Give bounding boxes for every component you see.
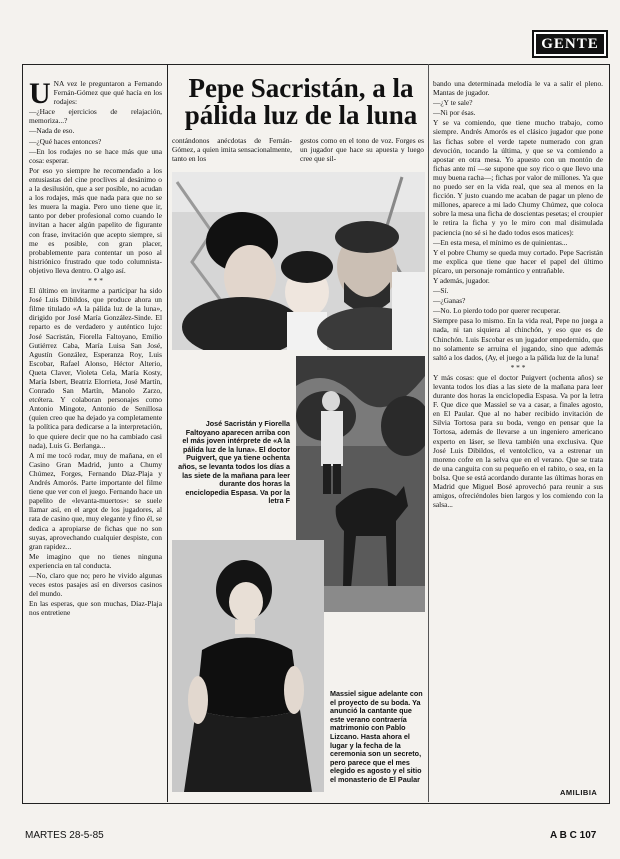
photo-family-image	[172, 172, 425, 350]
column-3	[433, 79, 603, 797]
photo-massiel	[172, 540, 324, 792]
paragraph: El último en invitarme a participar ha sido José Luis Dibildos, que produce ahora un filme titulado «A la pálida luz de la luna», dirigido por José María González-Sinde. El reparto es de verdadero y auténtico lujo: José Sacristán, Fiorella Faltoyano, Emilio Gutiérrez Caba, María Luisa San José, Agustín González, Esperanza Roy, Luis Escobar, Rafael Alonso, Héctor Alterio, Queta Claver, Violeta Cela, María Kosty, María Isbert, Beatriz Elorrieta, José Martín, Conrado San Martín, Manolo Zarzo, etcétera. Y colaboran personajes como Antonio Mingote, Antonio de Senillosa (quien creo que ha dejado ya completamente la política para dedicarse a la interpretación, lo que quiere decir que no ha cambiado casi nada), Luis G. Berlanga...	[29, 286, 162, 450]
paragraph: —En los rodajes no se hace más que una cosa: esperar.	[29, 146, 162, 165]
paragraph: gestos como en el tono de voz. Forges es un jugador que hace su apuesta y luego cree que sil-	[300, 136, 424, 164]
section-badge: GENTE	[532, 30, 608, 58]
headline: Pepe Sacristán, a la pálida luz de la luna	[184, 73, 418, 130]
footer-page-number: 107	[579, 830, 597, 841]
paragraph: Y además, jugador.	[433, 275, 490, 285]
column-rule	[428, 64, 429, 802]
separator: * * *	[88, 275, 103, 285]
paragraph: contándonos anécdotas de Fernán-Gómez, a quien imita sensacionalmente, tanto en los	[172, 136, 292, 164]
separator: * * *	[510, 362, 526, 372]
paragraph: Por eso yo siempre he recomendado a los entusiastas del cine proclives al desánimo o a la desilusión, que a ser posible, no acudan a los rodajes, más que nada para que no se les muera la magia. Pero uno tiene que ir, tanto por deber profesional como cuando le invitan a hacer algún papelito de figurante con frase, invitación que acepto siempre, si me es posible, con gran placer, probablemente para contentar un poso al histriónico frustrado que todo columnista-objetivo lleva dentro. O algo así.	[29, 165, 162, 275]
column-1	[29, 79, 162, 797]
paragraph: —No, claro que no; pero he vivido algunas veces estos pasajes así en diversos casinos del mundo.	[29, 570, 162, 599]
paragraph: Y el pobre Chumy se queda muy cortado. Pepe Sacristán me explica que tiene que hacer el papel del último pícaro, un personaje romántico y entrañable.	[433, 247, 603, 275]
caption-photo-2: José Sacristán y Fiorella Faltoyano aparecen arriba con el más joven intérprete de «A la pálida luz de la luna». El doctor Puigvert, que ya tiene ochenta años, se levanta todos los días a las siete de la mañana para leer durante dos horas la enciclopedia Espasa. Va por la letra F	[178, 419, 290, 506]
paragraph: Y se va comiendo, que tiene mucho trabajo, como siempre. Andrés Amorós es el clásico jugador que pone las fichas sobre el verde tapete numerado con gran devoción, tocando la última, y que se va comiendo a apostar en otra mesa. Yo apuesto con un montón de fichas ante mí —se supone que soy rico o que llevo una muy buena racha—; fichas por valor de millones. Ya que no puedo ser en la vida real, que sea al menos en la ficción. Y justo cuando me acaban de pagar un pleno de millones, aparece a mi lado Chumy Chúmez, que coloca sobre la mesa una ficha de doscientas pesetas; el croupier le retira la ficha y yo le miro con mal disimulada paciencia (no sé si he dado todos esos matices):	[433, 118, 603, 237]
drop-cap: U	[29, 79, 51, 110]
paragraph: —En esta mesa, el mínimo es de quinientas...	[433, 237, 568, 247]
photo-massiel-image	[172, 540, 324, 792]
paragraph: —¿Qué haces entonces?	[29, 136, 102, 146]
paragraph: —No. Lo pierdo todo por querer recuperar.	[433, 306, 561, 316]
paragraph: Me imagino que no tienes ninguna experiencia en tal conducta.	[29, 551, 162, 570]
photo-sacristan-family	[172, 172, 425, 350]
paragraph: —Ni por ésas.	[433, 108, 476, 118]
footer-date: MARTES 28-5-85	[25, 830, 104, 841]
paragraph: En las esperas, que son muchas, Díaz-Plaja nos entretiene	[29, 599, 162, 618]
paragraph: —¿Y te sale?	[433, 98, 473, 108]
caption-photo-3: Massiel sigue adelante con el proyecto de su boda. Ya anunció la cantante que este verano contraería matrimonio con Pablo Lizcano. Hasta ahora el lugar y la fecha de la ceremonia son un secreto, pero parece que el mes elegido es agosto y el sitio el monasterio de El Paular	[330, 689, 423, 784]
footer-brand: A B C	[550, 830, 577, 841]
author-signature: AMILIBIA	[560, 788, 598, 797]
paragraph: UNA vez le preguntaron a Fernando Fernán-Gómez que qué hacía en los rodajes:	[29, 79, 162, 110]
paragraph: Siempre pasa lo mismo. En la vida real, Pepe no juega a nada, ni tan siquiera al chinchón, y eso que es de Chinchón. Luis Escobar es un jugador empedernido, que no solamente se arruina el jugando, sino que además saltó a los dados, (Ay, el juego a la pálida luz de la luna!	[433, 316, 603, 362]
paragraph: Y más cosas: que el doctor Puigvert (ochenta años) se levanta todos los días a las siete de la mañana para leer durante dos horas la enciclopedia Espasa. Va por la letra F. Que dice que Massiel se va a casar, a finales agosto, en El Paular. Que al no haber recibido invitación de Silvia Tortosa para su boda, vengo en pensar que la Tortosa, además de llevarse a un ingeniero americano experto en láser, se lleva también una exclusiva. Que José Luis Dibildos, el ventolclico, va a estrenar un moreno cofre en la selva que en el verano. Que se trata de una canguita con su pequeño en el rabito, o sea, en la bolsa. Que se está acordando durante las últimas horas en Madrid que Miguel Bosé aprovechó para reunir a sus amigos, ofreciéndoles bien largos y los comiendo con la salsa...	[433, 372, 603, 510]
column-2-text	[172, 136, 292, 172]
footer-brand-page	[550, 830, 596, 841]
column-2b-text	[300, 136, 424, 172]
paragraph: —¿Ganas?	[433, 296, 466, 306]
paragraph: —¿Hace ejercicios de relajación, memoriza...?	[29, 107, 162, 126]
paragraph: A mí me tocó rodar, muy de mañana, en el Casino Gran Madrid, junto a Chumy Chúmez, Forges, Fernando Díaz-Plaja y Andrés Amorós. Parte importante del filme tiene que ver con el juego. Fernando hace un papelito de «levanta-muertos»: se suele llamar así, en el argot de los jugadores, al rata de casino que, muy elegante y fino él, se dedica a apropiarse de fichas que no son suyas, aprovechando cualquier despiste, con gran rapidez...	[29, 450, 162, 551]
paragraph: —Sí.	[433, 286, 449, 296]
paragraph: —Nada de eso.	[29, 126, 75, 136]
paragraph: bando una determinada melodía le va a salir el pleno. Mantas de jugador.	[433, 79, 603, 98]
